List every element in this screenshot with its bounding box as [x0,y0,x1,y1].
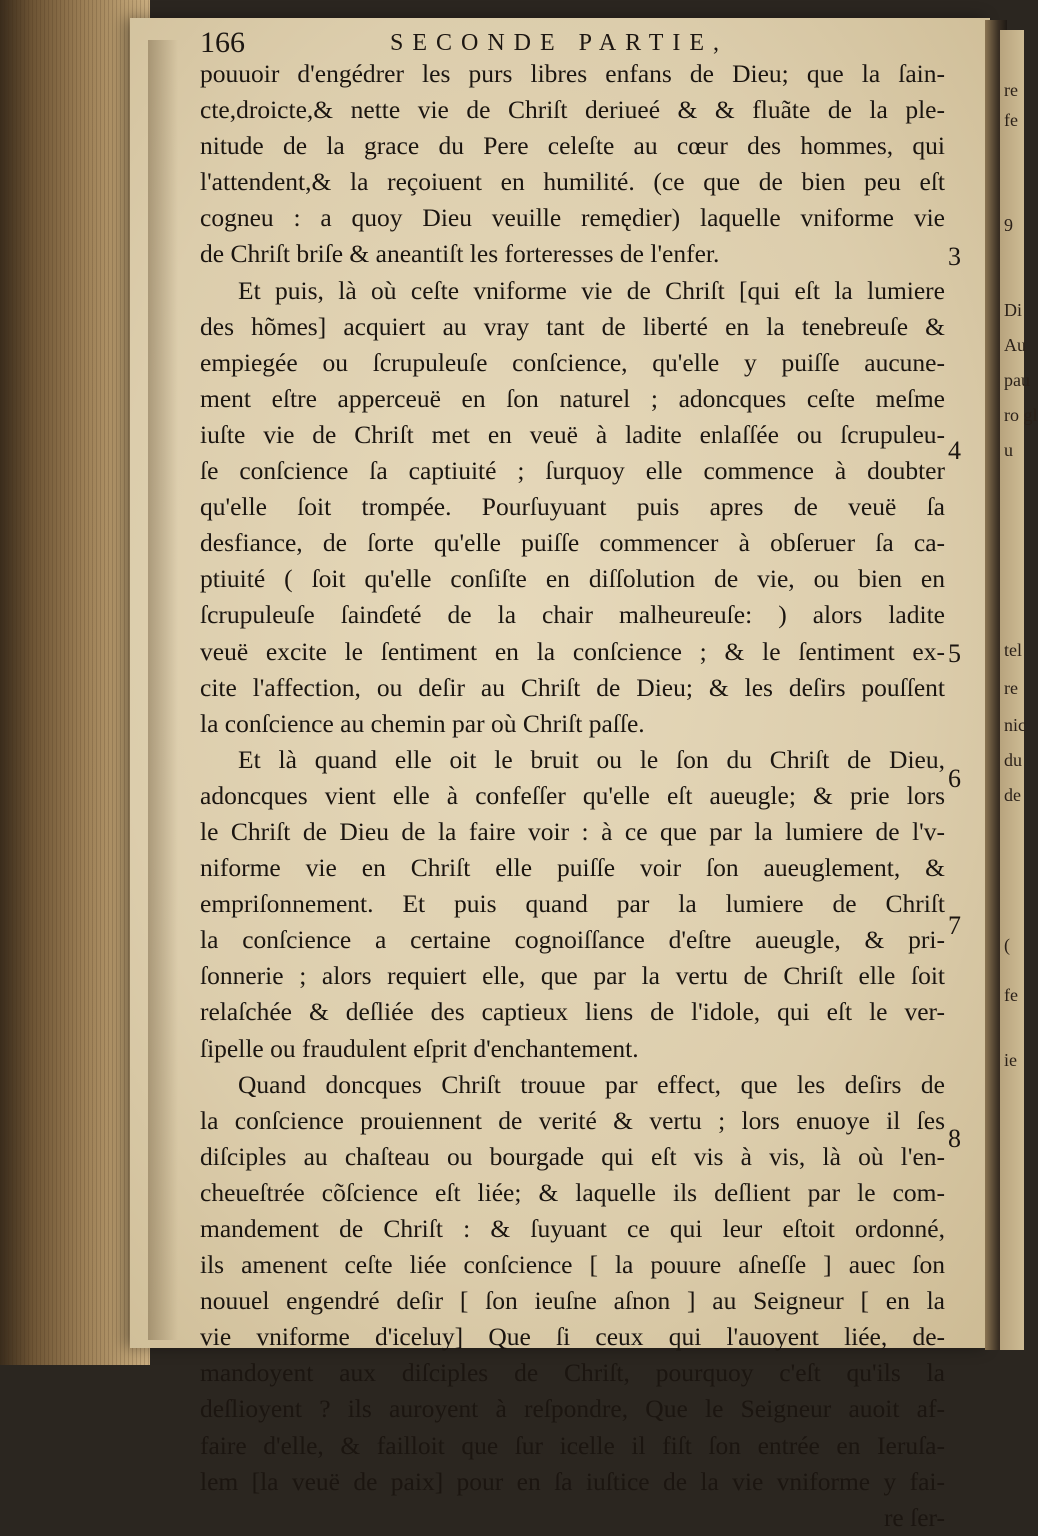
text-line: la conſcience au chemin par où Chriſt paſſe. [200,708,645,738]
text-line: deſlioyent ? ils auroyent à reſpondre, Que le Seigneur auoit af- [200,1394,945,1424]
facing-page-fragment: ie [1004,1050,1017,1070]
facing-page-fragment: de [1004,785,1021,805]
text-line: la conſcience prouiennent de verité & vertu ; lors enuoye il ſes [200,1105,945,1135]
text-line: relaſchée & deſliée des captieux liens de l'idole, qui eſt le ver- [200,997,945,1027]
facing-page-fragment: nic [1004,715,1026,735]
text-line: ſipelle ou fraudulent eſprit d'enchantement. [200,1033,639,1063]
facing-page-fragment: Au [1004,335,1026,355]
facing-page-fragment: fe [1004,985,1018,1005]
text-line: mandoyent aux diſciples de Chriſt, pourquoy c'eſt qu'ils la [200,1358,945,1388]
facing-page-fragment: u [1004,440,1013,460]
text-line: empiegée ou ſcrupuleuſe conſcience, qu'elle y puiſſe aucune- [200,347,945,377]
catchword-line: re ſer- [883,1502,945,1532]
text-line: vie vniforme d'iceluy] Que ſi ceux qui l'auoyent liée, de- [200,1322,945,1352]
facing-page-fragment: re [1004,678,1018,698]
text-line: veuë excite le ſentiment en la conſcience ; & le ſentiment ex- [200,636,945,666]
text-line: faire d'elle, & failloit que ſur icelle il fiſt ſon entrée en Ieruſa- [200,1430,945,1460]
text-line: le Chriſt de Dieu de la faire voir : à ce que par la lumiere de l'v- [200,816,945,846]
text-line: Quand doncques Chriſt trouue par effect, que les deſirs de [238,1069,945,1099]
facing-page-fragment: re [1004,80,1018,100]
text-line: cite l'affection, ou deſir au Chriſt de Dieu; & les deſirs pouſſent [200,672,945,702]
margin-verse-number: 5 [948,639,961,668]
text-line: de Chriſt briſe & aneantiſt les forteresses de l'enfer. [200,239,720,269]
running-head: SECONDE PARTIE, [390,30,729,56]
text-line: niforme vie en Chriſt elle puiſſe voir ſon aueuglement, & [200,853,945,883]
text-line: nitude de la grace du Pere celeſte au cœur des hommes, qui [200,131,945,161]
text-line: lem [la veuë de paix] pour en ſa iuſtice de la vie vniforme y fai- [200,1466,945,1496]
text-line: nouuel engendré deſir [ ſon ieuſne aſnon ] au Seigneur [ en la [200,1286,945,1316]
body-text [200,56,945,1536]
page-number: 166 [200,26,245,59]
text-line: ils amenent ceſte liée conſcience [ la pouure aſneſſe ] auec ſon [200,1250,945,1280]
margin-verse-number: 7 [948,911,961,940]
facing-page-fragment: ro gl [1004,405,1038,425]
margin-verse-number: 4 [948,436,961,465]
text-line: des hõmes] acquiert au vray tant de liberté en la tenebreuſe & [200,311,945,341]
text-line: empriſonnement. Et puis quand par la lumiere de Chriſt [200,889,945,919]
text-line: ſonnerie ; alors requiert elle, que par la vertu de Chriſt elle ſoit [200,961,945,991]
facing-page-fragment: pau [1004,370,1030,390]
text-line: diſciples au chaſteau ou bourgade qui eſt vis à vis, là où l'en- [200,1141,945,1171]
page-inner-shadow [148,40,178,1340]
margin-verse-number: 8 [948,1124,961,1153]
facing-page-fragment: fe [1004,110,1018,130]
text-line: cheueſtrée cõſcience eſt liée; & laquelle ils deſlient par le com- [200,1177,945,1207]
text-line: iuſte vie de Chriſt met en veuë à ladite enlaſſée ou ſcrupuleu- [200,419,945,449]
text-line: ment eſtre apperceuë en ſon naturel ; adoncques ceſte meſme [200,383,945,413]
text-line: l'attendent,& la reçoiuent en humilité. (ce que de bien peu eſt [200,167,945,197]
text-line: cte,droicte,& nette vie de Chriſt deriueé & & fluãte de la ple- [200,95,945,125]
text-line: Et là quand elle oit le bruit ou le ſon du Chriſt de Dieu, [238,744,945,774]
text-line: cogneu : a quoy Dieu veuille remędier) laquelle vniforme vie [200,203,945,233]
facing-page-fragment: 9 [1004,215,1013,235]
facing-page-fragment: du [1004,750,1022,770]
text-line: la conſcience a certaine cognoiſſance d'eſtre aueugle, & pri- [200,925,945,955]
text-line: desfiance, de ſorte qu'elle puiſſe commencer à obſeruer ſa ca- [200,528,945,558]
text-line: pouuoir d'engédrer les purs libres enfans de Dieu; que la ſain- [200,59,945,88]
facing-page-fragment: ( [1004,935,1010,955]
text-line: Et puis, là où ceſte vniforme vie de Chriſt [qui eſt la lumiere [238,275,945,305]
facing-page-strip [1000,30,1038,1350]
text-line: ſcrupuleuſe ſainɗeté de la chair malheureuſe: ) alors ladite [200,600,945,630]
text-line: adoncques vient elle à confeſſer qu'elle eſt aueugle; & prie lors [200,780,945,810]
text-line: ptiuité ( ſoit qu'elle conſiſte en diſſolution de vie, ou bien en [200,564,945,594]
text-line: ſe conſcience ſa captiuité ; ſurquoy elle commence à doubter [200,456,945,486]
text-line: qu'elle ſoit trompée. Pourſuyuant puis apres de veuë ſa [200,492,945,522]
margin-verse-number: 3 [948,242,961,271]
text-line: mandement de Chriſt : & ſuyuant ce qui leur eſtoit ordonné, [200,1214,945,1243]
facing-page-fragment: Di [1004,300,1022,320]
book-page-edges [0,0,150,1365]
facing-page-fragment: tel [1004,640,1022,660]
margin-verse-number: 6 [948,764,961,793]
